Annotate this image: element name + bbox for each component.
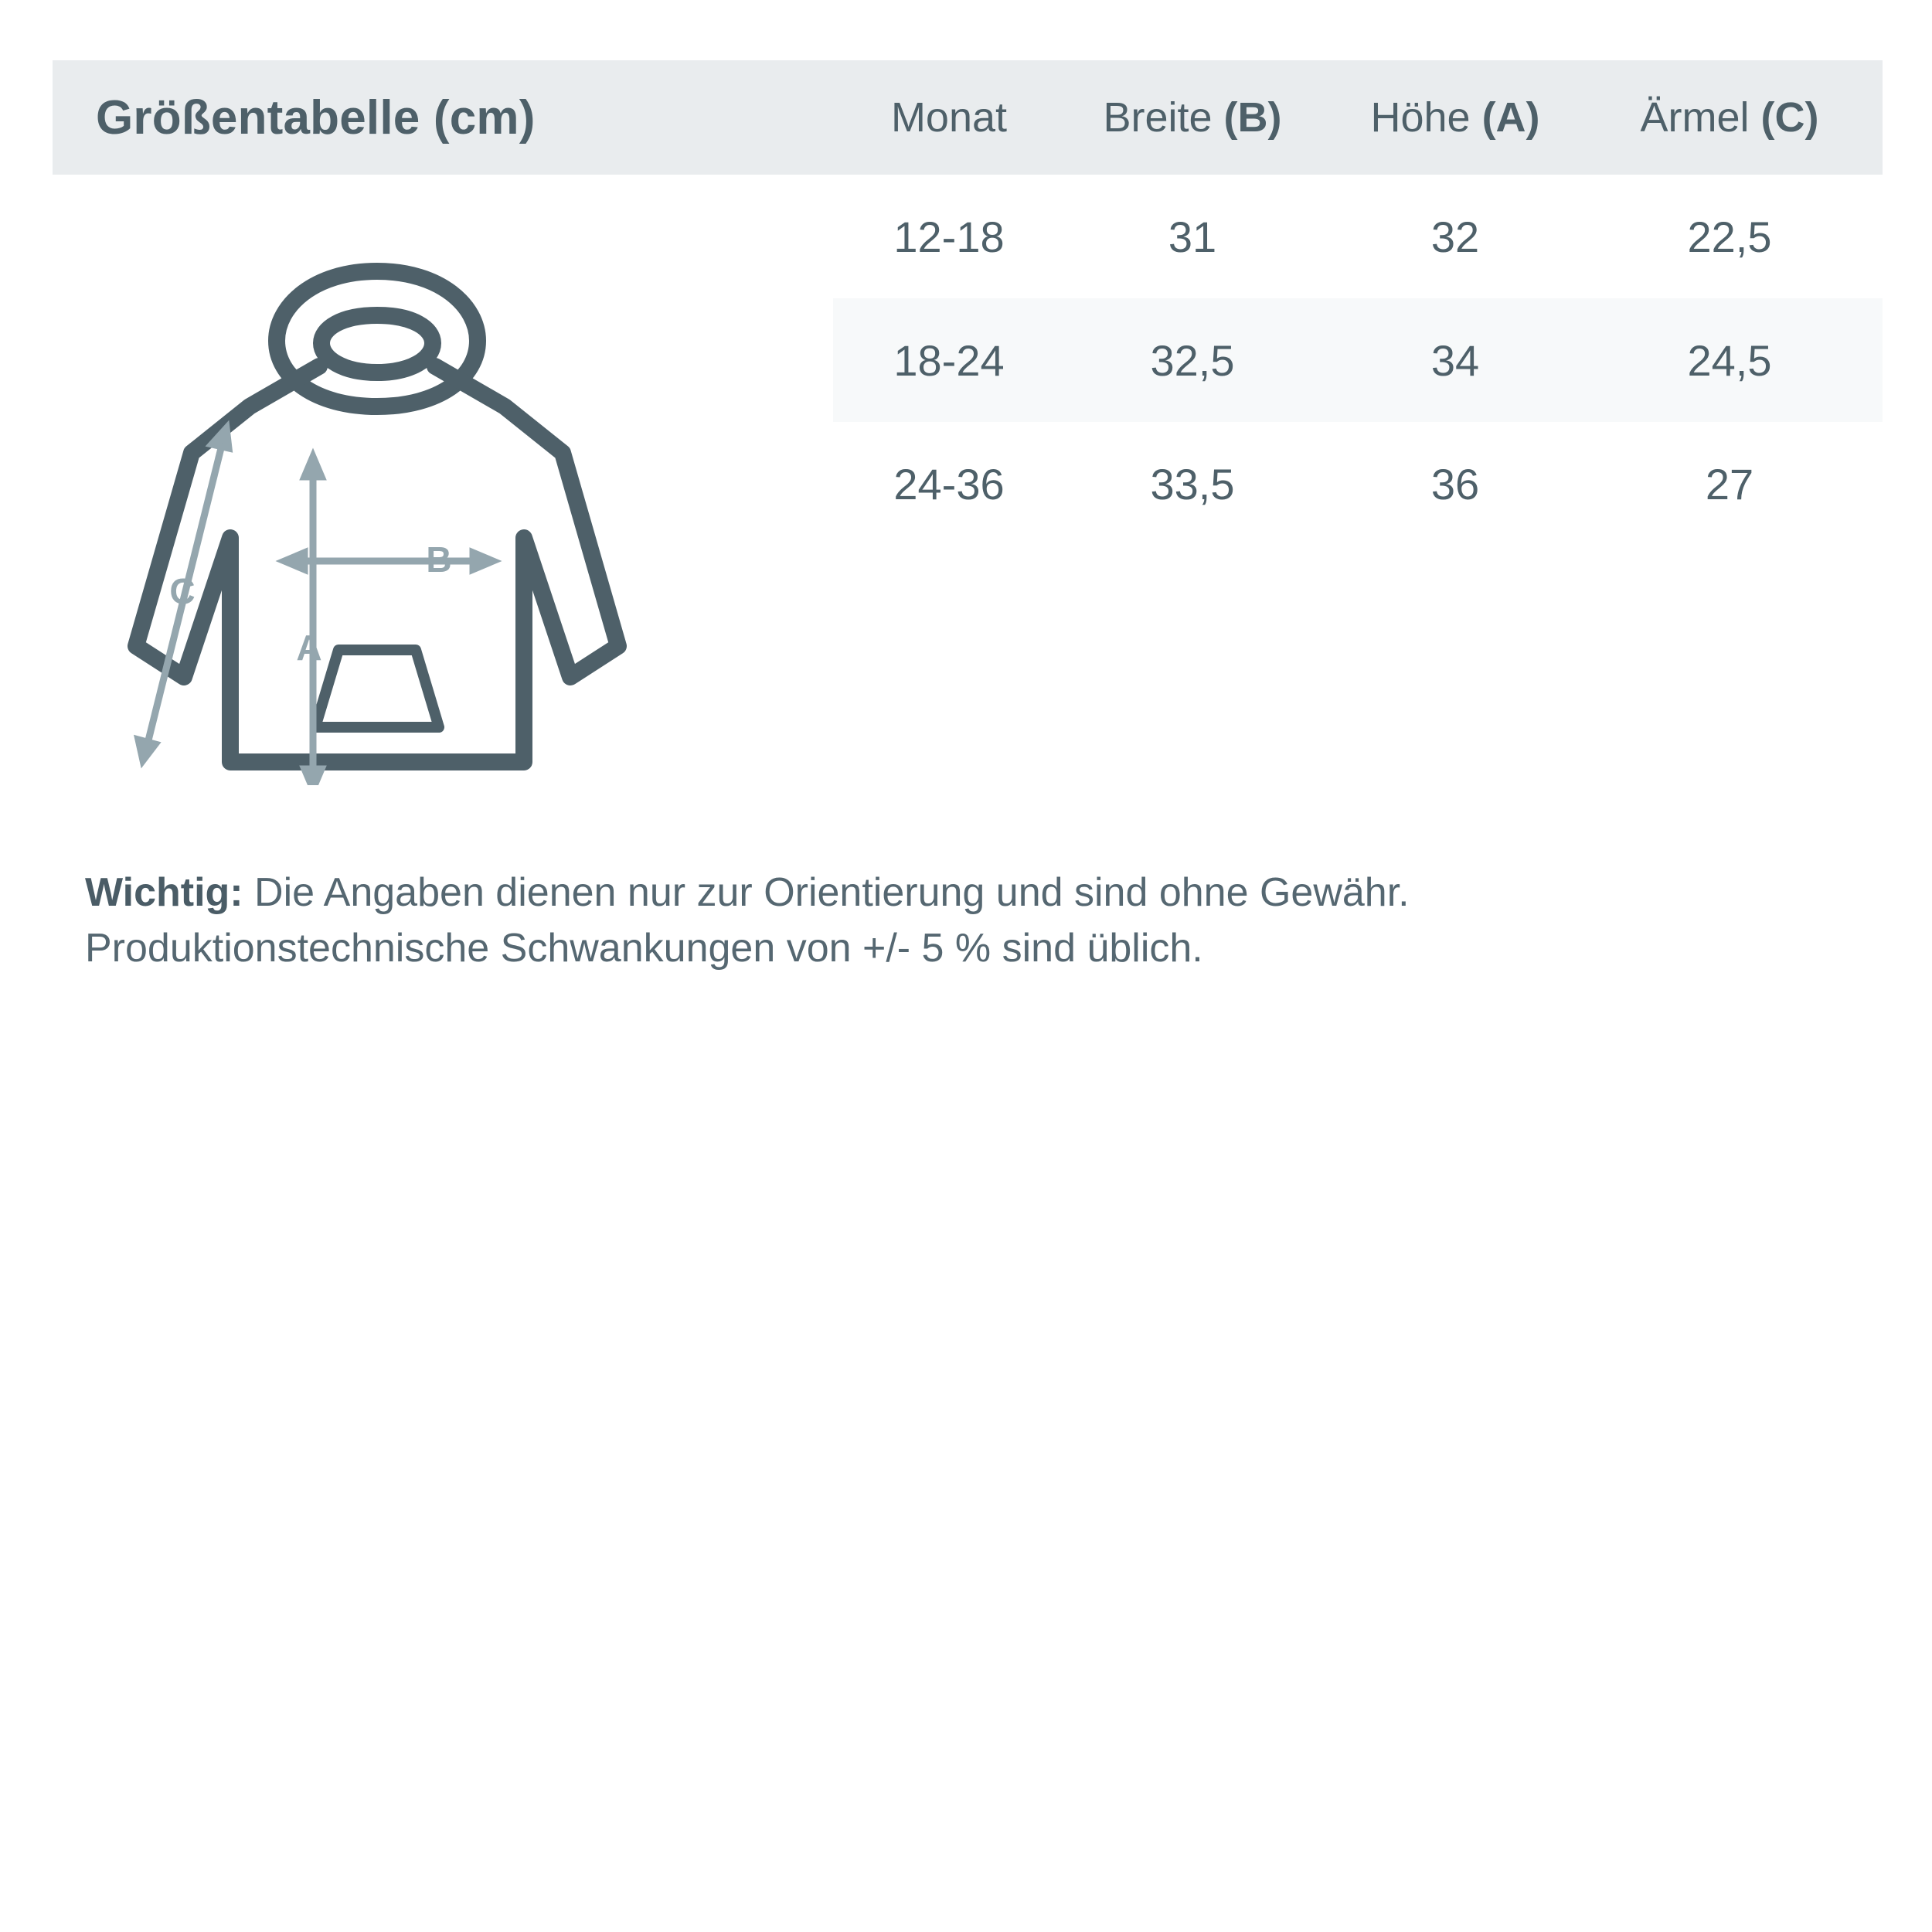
cell-breite: 31 (1168, 212, 1217, 261)
cell-breite: 33,5 (1150, 459, 1235, 509)
cell-monat: 12-18 (893, 212, 1005, 261)
page-title: Größentabelle (cm) (96, 90, 536, 145)
column-header-monat-label: Monat (890, 94, 1008, 141)
disclaimer-line2: Produktionstechnische Schwankungen von +/- 5 % sind üblich. (85, 925, 1203, 971)
cell-aermel: 27 (1705, 459, 1754, 509)
column-header-aermel (1590, 94, 1869, 141)
cell-monat: 24-36 (893, 459, 1005, 509)
column-header-breite-code: (B) (1223, 94, 1282, 141)
cell-hoehe: 36 (1430, 459, 1480, 509)
column-headers (833, 94, 1883, 141)
column-header-monat (833, 94, 1065, 141)
cell-aermel: 22,5 (1687, 212, 1772, 261)
size-chart (53, 60, 1883, 785)
column-header-breite-label: Breite (1103, 94, 1224, 141)
disclaimer-line1: Die Angaben dienen nur zur Orientierung und sind ohne Gewähr. (243, 870, 1410, 915)
cell-aermel: 24,5 (1687, 335, 1772, 385)
column-header-aermel-code: (C) (1760, 94, 1819, 141)
disclaimer-note (85, 866, 1862, 977)
cell-monat: 18-24 (893, 335, 1005, 385)
cell-hoehe: 32 (1430, 212, 1480, 261)
label-a: A (296, 628, 322, 668)
cell-hoehe: 34 (1430, 335, 1480, 385)
label-c: C (169, 571, 196, 611)
table-row (833, 175, 1883, 298)
column-header-hoehe (1320, 94, 1590, 141)
column-header-breite (1065, 94, 1320, 141)
size-chart-body (53, 175, 1883, 785)
label-b: B (426, 539, 452, 580)
size-rows (833, 175, 1883, 546)
size-chart-header (53, 60, 1883, 175)
column-header-hoehe-label: Höhe (1370, 94, 1482, 141)
table-row (833, 422, 1883, 546)
disclaimer-lead: Wichtig: (85, 870, 243, 915)
cell-breite: 32,5 (1150, 335, 1235, 385)
column-header-aermel-label: Ärmel (1640, 94, 1761, 141)
hoodie-measurement-diagram (53, 175, 833, 785)
column-header-hoehe-code: (A) (1481, 94, 1540, 141)
table-row (833, 298, 1883, 422)
